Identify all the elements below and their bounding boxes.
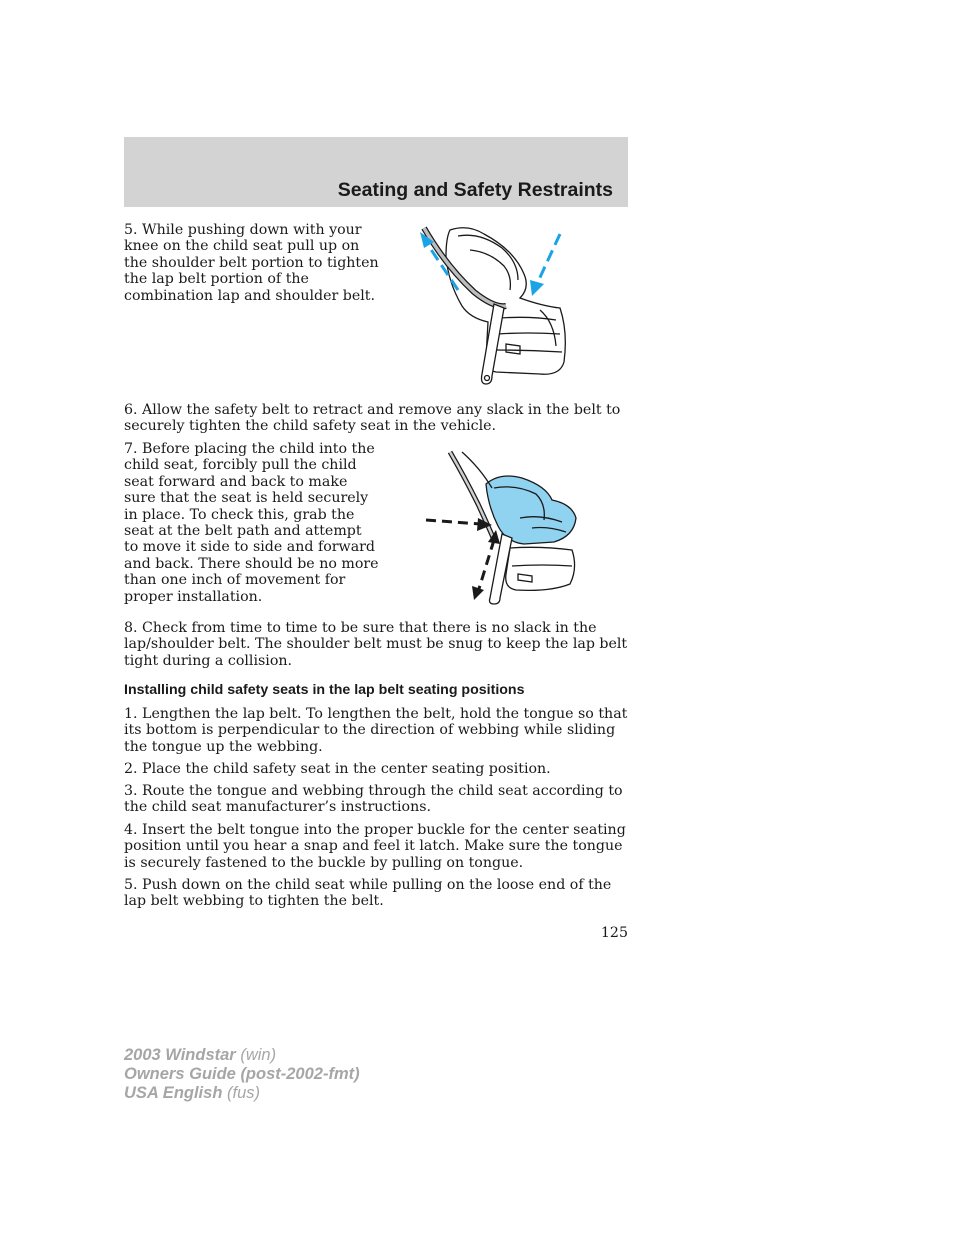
footer-guide: Owners Guide (post-2002-fmt) bbox=[124, 1065, 360, 1083]
lap-step-4: 4. Insert the belt tongue into the proper buckle for the center seating position until you hear a snap and feel it latch. Make sure the tongue is securely fastened to the buckle by pulling on tongue. bbox=[124, 822, 626, 871]
header-band bbox=[124, 137, 628, 207]
footer-language: USA English bbox=[124, 1084, 223, 1102]
section-title: Seating and Safety Restraints bbox=[337, 179, 613, 201]
step-5-tighten: 5. While pushing down with your knee on the child seat pull up on the shoulder belt portion to tighten the lap belt portion of the combination lap and shoulder belt. bbox=[124, 222, 379, 304]
step-8-check-slack: 8. Check from time to time to be sure that there is no slack in the lap/shoulder belt. The shoulder belt must be snug to keep the lap belt tight during a collision. bbox=[124, 620, 628, 669]
step-7-check-seat: 7. Before placing the child into the child seat, forcibly pull the child seat forward and back to make sure that the seat is held securely in place. To check this, grab the seat at the belt path and attempt to move it side to side and forward and back. There should be no more than one inch of movement for proper installation. bbox=[124, 441, 379, 605]
footer-language-line bbox=[124, 1084, 360, 1103]
child-seat-movement-check-illustration bbox=[420, 448, 585, 606]
page-number: 125 bbox=[600, 925, 628, 941]
footer-model: 2003 Windstar bbox=[124, 1046, 236, 1064]
footer-doc-info bbox=[124, 1046, 360, 1103]
lap-belt-section-heading: Installing child safety seats in the lap belt seating positions bbox=[124, 682, 525, 698]
step-6-retract: 6. Allow the safety belt to retract and remove any slack in the belt to securely tighten the child safety seat in the vehicle. bbox=[124, 402, 621, 435]
lap-step-2: 2. Place the child safety seat in the center seating position. bbox=[124, 761, 551, 777]
child-seat-tighten-illustration bbox=[410, 222, 580, 392]
footer-model-code: (win) bbox=[240, 1046, 277, 1064]
footer-model-line bbox=[124, 1046, 360, 1065]
footer-language-code: (fus) bbox=[227, 1084, 260, 1102]
lap-step-5: 5. Push down on the child seat while pulling on the loose end of the lap belt webbing to tighten the belt. bbox=[124, 877, 612, 910]
lap-step-3: 3. Route the tongue and webbing through the child seat according to the child seat manufacturer’s instructions. bbox=[124, 783, 623, 816]
lap-step-1: 1. Lengthen the lap belt. To lengthen the belt, hold the tongue so that its bottom is perpendicular to the direction of webbing while sliding the tongue up the webbing. bbox=[124, 706, 628, 755]
